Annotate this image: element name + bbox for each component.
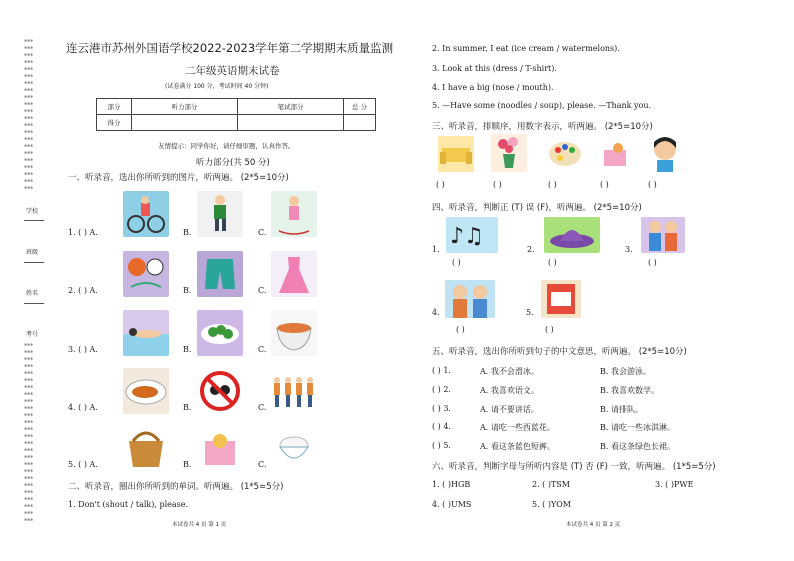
s1-q5-b-label: B. <box>183 460 192 469</box>
fish-dish-picture[interactable] <box>123 368 169 414</box>
s4-label-4: 4. <box>432 308 440 317</box>
girl-face-picture[interactable] <box>648 134 682 172</box>
s5-q3-option-a: A. 请不要讲话。 <box>480 405 539 414</box>
margin-label-school: 学校 <box>26 208 39 215</box>
margin-line <box>24 303 44 304</box>
s4-label-1: 1. <box>432 245 440 254</box>
s5-q1-option-a: A. 我不会滑冰。 <box>480 367 539 376</box>
s5-q3-num: ( ) 3. <box>432 404 451 413</box>
jump-rope-picture[interactable] <box>271 191 317 237</box>
two-people-picture[interactable] <box>445 280 495 318</box>
s4-blank-1[interactable]: ( ) <box>452 258 461 267</box>
s5-q5-option-b: B. 看这条绿色长裙。 <box>600 442 675 451</box>
score-row-label: 得分 <box>97 115 132 131</box>
s5-q4-num: ( ) 4. <box>432 422 451 431</box>
s1-q1-c-label: C. <box>258 228 267 237</box>
s3-blank-2[interactable]: ( ) <box>493 180 502 189</box>
s1-q4-b-label: B. <box>183 403 192 412</box>
section6-title: 六、听录音，判断字母与所听内容是 (T) 否 (F) 一致，听两遍。 (1*5=5分) <box>432 462 716 472</box>
broccoli-picture[interactable] <box>197 310 243 356</box>
score-header-part: 部分 <box>97 99 132 115</box>
exam-note: (试卷满分 100 分，考试时间 40 分钟) <box>165 83 269 90</box>
svg-text:♪♫: ♪♫ <box>450 224 484 249</box>
s3-blank-1[interactable]: ( ) <box>436 180 445 189</box>
s3-blank-5[interactable]: ( ) <box>648 180 657 189</box>
margin-line <box>24 262 44 263</box>
book-picture[interactable] <box>541 280 581 318</box>
swimming-picture[interactable] <box>123 310 169 356</box>
s5-q5-num: ( ) 5. <box>432 441 451 450</box>
section5-title: 五、听录音，选出你所听到句子的中文意思，听两遍。 (2*5=10分) <box>432 347 687 357</box>
no-talking-sign-picture[interactable] <box>197 368 243 414</box>
listening-title: 听力部分(共 50 分) <box>196 158 270 168</box>
s5-q3-option-b: B. 请排队。 <box>600 405 643 414</box>
s4-blank-3[interactable]: ( ) <box>648 258 657 267</box>
score-cell-total[interactable] <box>344 115 376 131</box>
s4-label-3: 3. <box>625 245 633 254</box>
line-up-picture[interactable] <box>271 368 317 414</box>
s4-label-5: 5. <box>526 308 534 317</box>
s1-q3-label: 3. ( ) A. <box>68 345 98 354</box>
s4-blank-4[interactable]: ( ) <box>456 325 465 334</box>
s5-q4-option-a: A. 请吃一些西蓝花。 <box>480 423 555 432</box>
s4-blank-5[interactable]: ( ) <box>545 325 554 334</box>
s2-item-4: 4. I have a big (nose / mouth). <box>432 83 554 92</box>
section3-title: 三、听录音，排顺序，用数字表示，听两遍。 (2*5=10分) <box>432 122 653 132</box>
score-table <box>96 98 376 131</box>
s5-q4-option-b: B. 请吃一些冰淇淋。 <box>600 423 675 432</box>
margin-label-name: 姓名 <box>26 290 39 297</box>
s5-q2-option-a: A. 我喜欢语文。 <box>480 386 539 395</box>
dress-picture[interactable] <box>271 251 317 297</box>
sofa-picture[interactable] <box>438 136 474 172</box>
flower-vase-picture[interactable] <box>491 134 527 172</box>
soup-picture[interactable] <box>271 310 317 356</box>
score-header-total: 总 分 <box>344 99 376 115</box>
s6-item-2: 2. ( )TSM <box>532 480 570 489</box>
s3-blank-4[interactable]: ( ) <box>600 180 609 189</box>
s4-blank-2[interactable]: ( ) <box>548 258 557 267</box>
s3-blank-3[interactable]: ( ) <box>548 180 557 189</box>
shorts-picture[interactable] <box>197 251 243 297</box>
margin-stars-bottom: ✱✱✱ ✱✱✱ ✱✱✱ ✱✱✱ ✱✱✱ ✱✱✱ ✱✱✱ ✱✱✱ ✱✱✱ ✱✱✱ ✱✱✱ ✱✱✱ ✱✱✱ ✱✱✱ ✱✱✱ ✱✱✱ ✱✱✱ ✱✱✱ ✱✱✱ ✱✱✱ ✱✱✱ ✱✱✱ ✱✱✱ ✱✱✱ ✱✱✱ ✱✱✱ <box>24 342 34 523</box>
s4-label-2: 2. <box>527 245 535 254</box>
margin-label-id: 考号 <box>26 331 39 338</box>
s1-q4-c-label: C. <box>258 403 267 412</box>
s5-q5-option-a: A. 看这条蓝色短裤。 <box>480 442 555 451</box>
s6-item-5: 5. ( )YOM <box>532 500 571 509</box>
score-cell-listening[interactable] <box>132 115 238 131</box>
binding-margin <box>0 30 52 530</box>
s2-item-3: 3. Look at this (dress / T-shirt). <box>432 64 557 73</box>
section1-title: 一、听录音，选出你所听到的图片，听两遍。 (2*5=10分) <box>68 173 289 183</box>
s6-item-4: 4. ( )UMS <box>432 500 472 509</box>
school-title: 连云港市苏州外国语学校2022-2023学年第二学期期末质量监测 <box>66 41 394 55</box>
basket-picture[interactable] <box>123 425 169 471</box>
s1-q1-label: 1. ( ) A. <box>68 228 98 237</box>
cat-in-box-picture[interactable] <box>197 425 243 471</box>
gift-box-picture[interactable] <box>600 136 630 170</box>
section4-title: 四、听录音，判断正 (T) 误 (F)，听两遍。 (2*5=10分) <box>432 203 642 213</box>
s5-q1-num: ( ) 1. <box>432 366 451 375</box>
s2-item-1: 1. Don't (shout / talk), please. <box>68 500 189 509</box>
footer-left: 本试卷共 4 页 第 1 页 <box>172 522 227 528</box>
score-header-writing: 笔试部分 <box>238 99 344 115</box>
s1-q4-label: 4. ( ) A. <box>68 403 98 412</box>
cycling-picture[interactable] <box>123 191 169 237</box>
s1-q3-c-label: C. <box>258 345 267 354</box>
reminder: 友情提示：同学你好，请仔细审题，认真作答。 <box>158 142 295 150</box>
s1-q2-c-label: C. <box>258 286 267 295</box>
score-header-listening: 听力部分 <box>132 99 238 115</box>
s6-item-1: 1. ( )HGB <box>432 480 471 489</box>
s2-item-5: 5. —Have some (noodles / soup), please. —Thank you. <box>432 101 652 110</box>
s2-item-2: 2. In summer, I eat (ice cream / watermelons). <box>432 44 620 53</box>
s1-q5-c-label: C. <box>258 460 267 469</box>
section2-title: 二、听录音，圈出你所听到的单词。听两遍。 (1*5=5分) <box>68 482 284 492</box>
s6-item-3: 3. ( )PWE <box>655 480 694 489</box>
margin-stars-top: ✱✱✱ ✱✱✱ ✱✱✱ ✱✱✱ ✱✱✱ ✱✱✱ ✱✱✱ ✱✱✱ ✱✱✱ ✱✱✱ ✱✱✱ ✱✱✱ ✱✱✱ ✱✱✱ ✱✱✱ ✱✱✱ ✱✱✱ ✱✱✱ ✱✱✱ ✱✱✱ ✱✱✱ ✱✱✱ <box>24 38 34 191</box>
skating-picture[interactable] <box>197 191 243 237</box>
s5-q2-num: ( ) 2. <box>432 385 451 394</box>
exam-subtitle: 二年级英语期末试卷 <box>185 65 280 77</box>
s1-q3-b-label: B. <box>183 345 192 354</box>
paint-palette-picture[interactable] <box>546 134 584 172</box>
s5-q1-option-b: B. 我会游泳。 <box>600 367 651 376</box>
balls-picture[interactable] <box>123 251 169 297</box>
s1-q1-b-label: B. <box>183 228 192 237</box>
s1-q2-b-label: B. <box>183 286 192 295</box>
purple-hat-picture[interactable] <box>544 217 600 253</box>
footer-right: 本试卷共 4 页 第 2 页 <box>566 522 621 528</box>
s1-q2-label: 2. ( ) A. <box>68 286 98 295</box>
music-picture[interactable] <box>446 217 498 253</box>
children-talking-picture[interactable] <box>641 217 685 253</box>
s5-q2-option-b: B. 我喜欢数学。 <box>600 386 659 395</box>
rice-bowl-picture[interactable] <box>271 425 317 471</box>
margin-label-class: 班级 <box>26 249 39 256</box>
score-cell-writing[interactable] <box>238 115 344 131</box>
margin-line <box>24 220 44 221</box>
s1-q5-label: 5. ( ) A. <box>68 460 98 469</box>
